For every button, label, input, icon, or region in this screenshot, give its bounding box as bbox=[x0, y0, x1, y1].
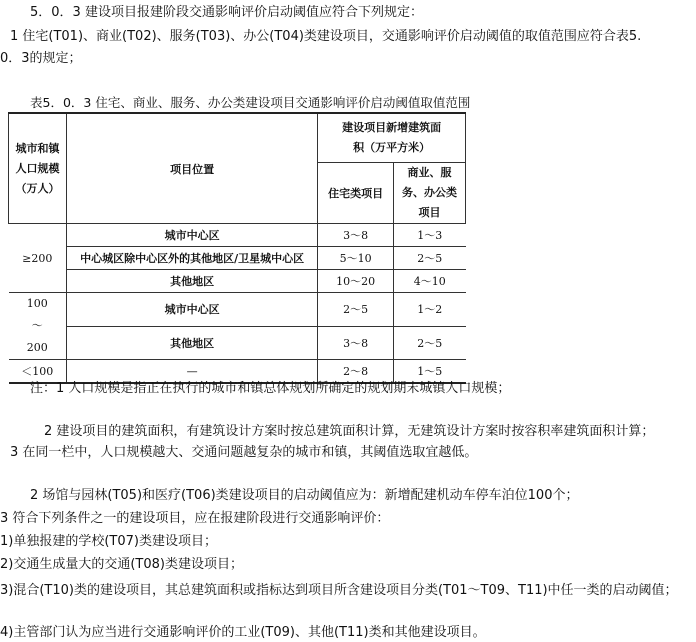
residential-cell: 2～8 bbox=[318, 360, 394, 384]
residential-cell: 3～8 bbox=[318, 224, 394, 247]
header-city-population: 城市和镇人口规模（万人） bbox=[9, 113, 67, 224]
note-1: 注：1 人口规模是指正在执行的城市和镇总体规划所确定的规划期末城镇人口规模； bbox=[30, 381, 511, 396]
subitem-4: 4)主管部门认为应当进行交通影响评价的工业(T09)、其他(T11)类和其他建设项目。 bbox=[0, 625, 486, 640]
commercial-cell: 2～5 bbox=[394, 247, 466, 270]
location-cell: 城市中心区 bbox=[66, 293, 317, 327]
residential-cell: 10～20 bbox=[318, 270, 394, 293]
header-commercial: 商业、服务、办公类项目 bbox=[394, 163, 466, 224]
commercial-cell: 4～10 bbox=[394, 270, 466, 293]
threshold-table bbox=[8, 112, 466, 384]
commercial-cell: 1～3 bbox=[394, 224, 466, 247]
subitem-3: 3)混合(T10)类的建设项目，其总建筑面积或指标达到项目所含建设项目分类(T01～T09、T11)中任一类的启动阈值； bbox=[0, 583, 678, 598]
location-cell: — bbox=[66, 360, 317, 384]
commercial-cell: 2～5 bbox=[394, 326, 466, 360]
location-cell: 中心城区除中心区外的其他地区/卫星城中心区 bbox=[66, 247, 317, 270]
table-row bbox=[9, 293, 466, 327]
item-3-text: 3 符合下列条件之一的建设项目，应在报建阶段进行交通影响评价： bbox=[0, 511, 390, 526]
item-2-text: 2 场馆与园林(T05)和医疗(T06)类建设项目的启动阈值应为：新增配建机动车停车泊位100个； bbox=[30, 488, 579, 503]
table-row bbox=[9, 270, 466, 293]
header-new-floor-area: 建设项目新增建筑面积（万平方米） bbox=[318, 113, 466, 163]
table-row bbox=[9, 247, 466, 270]
location-cell: 其他地区 bbox=[66, 326, 317, 360]
residential-cell: 3～8 bbox=[318, 326, 394, 360]
note-3: 3 在同一栏中，人口规模越大、交通问题越复杂的城市和镇，其阈值选取宜越低。 bbox=[10, 445, 478, 460]
population-cell: 100～200 bbox=[9, 293, 67, 360]
table-row bbox=[9, 326, 466, 360]
clause-5-0-3: 5．0．3 建设项目报建阶段交通影响评价启动阈值应符合下列规定： bbox=[30, 5, 423, 20]
item-1-text: 1 住宅(T01)、商业(T02)、服务(T03)、办公(T04)类建设项目，交通影响评价启动阈值的取值范围应符合表5. bbox=[10, 29, 642, 44]
location-cell: 城市中心区 bbox=[66, 224, 317, 247]
subitem-1: 1)单独报建的学校(T07)类建设项目； bbox=[0, 534, 217, 549]
location-cell: 其他地区 bbox=[66, 270, 317, 293]
header-location: 项目位置 bbox=[66, 113, 317, 224]
table-caption: 表5．0．3 住宅、商业、服务、办公类建设项目交通影响评价启动阈值取值范围 bbox=[30, 95, 471, 110]
population-cell: ＜100 bbox=[9, 360, 67, 384]
residential-cell: 5～10 bbox=[318, 247, 394, 270]
residential-cell: 2～5 bbox=[318, 293, 394, 327]
table-row bbox=[9, 224, 466, 247]
subitem-2: 2)交通生成量大的交通(T08)类建设项目； bbox=[0, 557, 243, 572]
commercial-cell: 1～2 bbox=[394, 293, 466, 327]
note-2: 2 建设项目的建筑面积，有建筑设计方案时按总建筑面积计算，无建筑设计方案时按容积率建筑面积计算； bbox=[44, 424, 655, 439]
header-residential: 住宅类项目 bbox=[318, 163, 394, 224]
commercial-cell: 1～5 bbox=[394, 360, 466, 384]
population-cell: ≥200 bbox=[9, 224, 67, 293]
item-1-text-cont: 0．3的规定； bbox=[0, 51, 82, 66]
